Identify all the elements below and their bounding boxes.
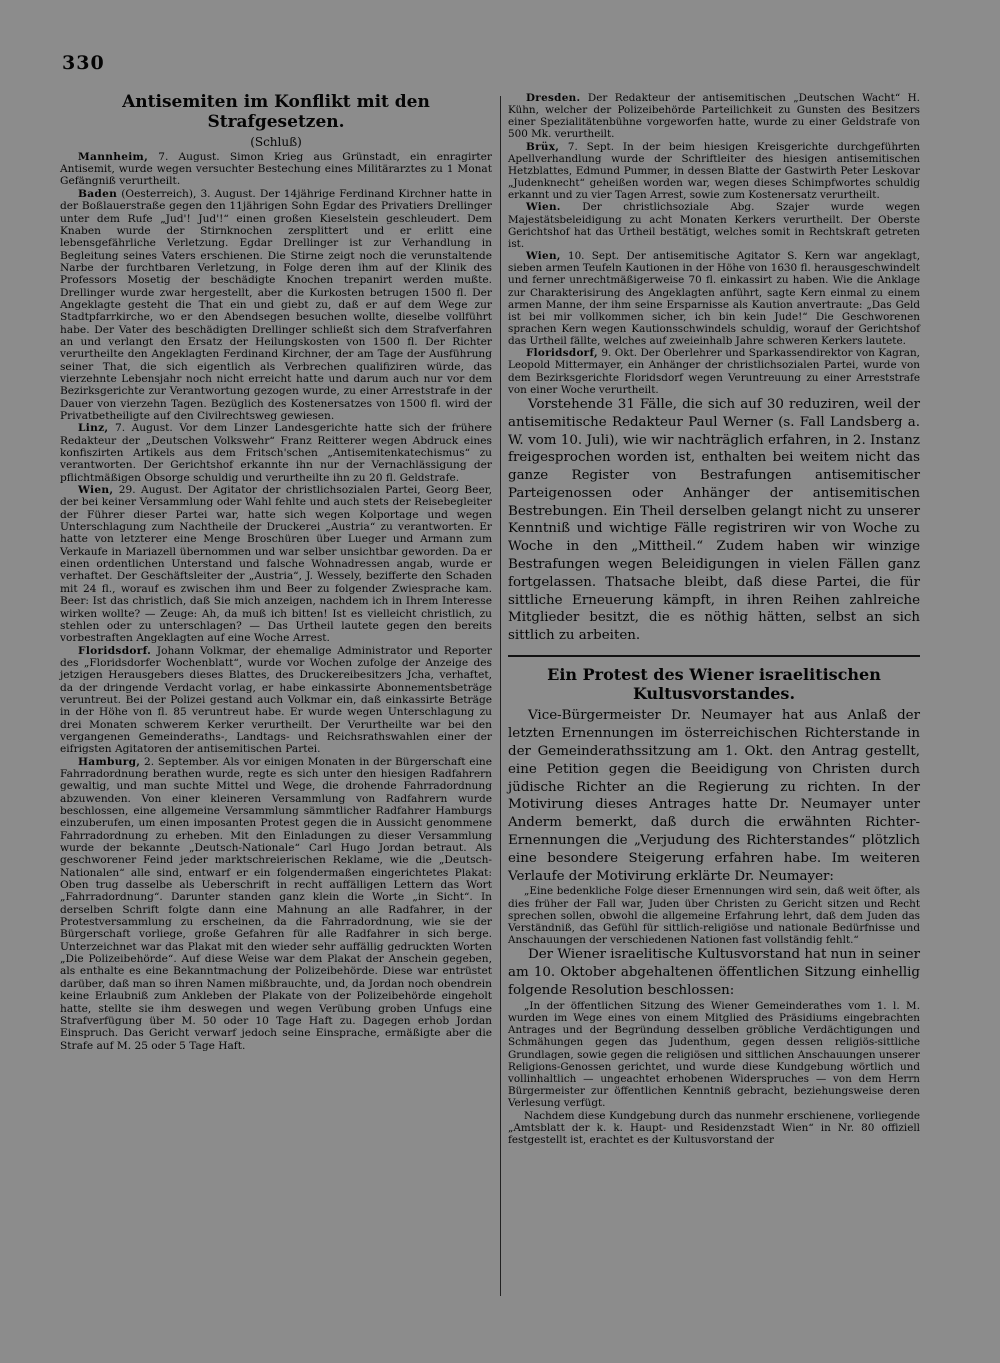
entry-place: Wien, [526,250,561,263]
article-subtitle: (Schluß) [250,134,302,149]
article-title: Antisemiten im Konflikt mit den Strafgesetzen. [122,92,430,133]
protest-quote-1: „Eine bedenkliche Folge dieser Ernennungen wird sein, daß weit öfter, als dies früher der Fall war, Juden über Christen zu Gericht sitzen und Recht sprechen sollen, obwohl die allgemeine Erfahrung lehrt, daß dem Juden das Verständniß, das Gefühl für sittlich-religiöse und nationale Bedürfnisse und Anschauungen der verschiedenen Nationen fast vollständig fehlt.“ [508,885,920,947]
section-title: Ein Protest des Wiener israelitischen Kultusvorstandes. [547,665,881,704]
news-entry [60,422,492,484]
right-column [508,92,920,1146]
entry-place: Brüx, [526,140,560,153]
right-entries [508,92,920,396]
protest-paragraph-1: Vice-Bürgermeister Dr. Neumayer hat aus Anlaß der letzten Ernennungen im österreichischen Richterstande in der Gemeinderathssitzung am 1. Okt. den Antrag gestellt, eine Petition gegen die Beeidigung von Christen durch jüdische Richter an die Regierung zu richten. In der Motivirung dieses Antrages hatte Dr. Neumayer unter Anderm bemerkt, daß durch die erwähnten Richter-Ernennungen die „Verjudung des Richterstandes“ plötzlich eine besondere Steigerung erfahren habe. Im weiteren Verlaufe der Motivirung erklärte Dr. Neumayer: [508,708,920,884]
summary-paragraph: Vorstehende 31 Fälle, die sich auf 30 reduziren, weil der antisemitische Redakteur Paul Werner (s. Fall Landsberg a. W. vom 10. Juli), wie wir nachträglich erfahren, in 2. Instanz freigesprochen worden ist, enthalten bei weitem nicht das ganze Register von Bestrafungen antisemitischer Parteigenossen oder Anhänger der antisemitischen Bestrebungen. Ein Theil derselben gelangt nicht zu unserer Kenntniß und wichtige Fälle registriren wir von Woche zu Woche in den „Mittheil.“ Zudem haben wir winzige Bestrafungen wegen Beleidigungen in vielen Fällen ganz fortgelassen. Thatsache bleibt, daß diese Partei, die für sittliche Erneuerung kämpft, in ihren Reihen zahlreiche Mitglieder besitzt, die es nöthig hätten, selbst an sich sittlich zu arbeiten. [508,396,920,644]
entry-text: (Oesterreich), 3. August. Der 14jährige Ferdinand Kirchner hatte in der Boßlauerstraße gegen den 11jährigen Sohn Egdar des Privatiers Drellinger unter dem Rufe „Jud'! Jud'!“ einen großen Kieselstein geschleudert. Dem Knaben wurde der Stirnknochen zersplittert und er erlitt eine lebensgefährliche Verletzung. Egdar Drellinger ist zur Verhandlung in Begleitung seines Vaters erschienen. Die Stirne zeigt noch die verunstaltende Narbe der furchtbaren Verletzung, in Folge deren ihm auf der Klinik des Professors Mosetig der beschädigte Knochen trepanirt werden mußte. Drellinger wurde zwar hergestellt, aber die Kurkosten betrugen 1500 fl. Der Angeklagte gesteht die That ein und giebt zu, daß er auf dem Wege zur Stadtpfarrkirche, wo er den Abendsegen besuchen wollte, dieselbe vollführt habe. Der Vater des beschädigten Drellinger schließt sich dem Strafverfahren an und verlangt den Ersatz der Heilungskosten von 1500 fl. Der Richter verurtheilte den Angeklagten Ferdinand Kirchner, der am Tage der Ausführung seiner That, die sich eigentlich als Verbrechen qualifiziren würde, das vierzehnte Lebensjahr noch nicht erreicht hatte und darum auch nur vor dem Bezirksgerichte zur Verantwortung gezogen wurde, zu einer Arreststrafe in der Dauer von vierzehn Tagen. Bezüglich des Kostenersatzes von 1500 fl. wird der Privatbetheiligte auf den Civilrechtsweg gewiesen. [60,187,492,422]
entry-text: 7. August. Vor dem Linzer Landesgerichte hatte sich der frühere Redakteur der „Deutschen Volkswehr“ Franz Reitterer wegen Abdruck eines konfiszirten Artikels aus dem Fritsch'schen „Antisemitenkatechismus“ zu verantworten. Der Gerichtshof erkannte ihn nur der Vernachlässigung der pflichtmäßigen Obsorge schuldig und verurtheilte ihn zu 20 fl. Geldstrafe. [60,422,492,484]
left-column [60,92,492,1052]
news-entry [60,151,492,188]
news-entry [60,756,492,1052]
news-entry [508,201,920,250]
entry-place: Dresden. [526,92,581,104]
entry-place: Baden [78,187,118,200]
entry-place: Floridsdorf. [78,644,152,657]
entry-place: Linz, [78,422,109,435]
entry-text: 29. August. Der Agitator der christlichsozialen Partei, Georg Beer, der bei keiner Versammlung oder Wahl fehlte und auch stets der Reisebegleiter der Führer dieser Partei war, hatte sich wegen Kolportage und wegen Unterschlagung zum Nachtheile der Druckerei „Austria“ zu verantworten. Er hatte von letzterer eine Menge Broschüren über Lueger und Armann zum Verkaufe in Mariazell übernommen und war selber unsichtbar geworden. Da er einen ordentlichen Unterstand und falsche Wohnadressen angab, wurde er verhaftet. Der Geschäftsleiter der „Austria“, J. Wessely, bezifferte den Schaden mit 24 fl., worauf es zwischen ihm und Beer zu folgender Zwiesprache kam. Beer: Ist das christlich, daß Sie mich anzeigen, nachdem ich in Ihrem Interesse wirken wollte? — Zeuge: Ah, da muß ich bitten! Ist es vielleicht christlich, zu stehlen oder zu unterschlagen? — Das Urtheil lautete gegen den bereits vorbestraften Angeklagten auf eine Woche Arrest. [60,484,492,645]
entry-place: Wien. [526,201,561,214]
news-entry [508,92,920,141]
entry-text: 9. Okt. Der Oberlehrer und Sparkassendirektor von Kagran, Leopold Mittermayer, ein Anhänger der christlichsozialen Partei, wurde von dem Bezirksgerichte Floridsdorf wegen Veruntreuung zu einer Arreststrafe von einer Woche verurtheilt. [508,347,920,396]
section-rule [508,655,920,657]
protest-paragraph-3: Nachdem diese Kundgebung durch das nunmehr erschienene, vorliegende „Amtsblatt der k. k. Haupt- und Residenzstadt Wien“ in Nr. 80 offiziell festgestellt ist, erachtet es der Kultusvorstand der [508,1109,920,1147]
entry-text: Johann Volkmar, der ehemalige Administrator und Reporter des „Floridsdorfer Wochenblatt“, wurde vor Wochen zufolge der Anzeige des jetzigen Herausgebers dieses Blattes, des Druckereibesitzers Jcha, verhaftet, da der dringende Verdacht vorlag, er habe einkassirte Abonnementsbeträge veruntreut. Bei der Polizei gestand auch Volkmar ein, daß einkassirte Beträge in der Höhe von fl. 85 veruntreut habe. Er wurde wegen Unterschlagung zu drei Monaten schwerem Kerker verurtheilt. Der Verurtheilte war bei den vergangenen Gemeinderaths-, Landtags- und Reichsrathswahlen einer der eifrigsten Agitatoren der antisemitischen Partei. [60,644,492,756]
column-divider [500,96,501,1296]
entry-place: Wien, [78,484,114,497]
entry-text: 7. Sept. In der beim hiesigen Kreisgerichte durchgeführten Apellverhandlung wurde der Schriftleiter des hiesigen antisemitischen Hetzblattes, Edmund Pummer, in dessen Blatte der Gastwirth Peter Leskovar „Judenknecht“ geheißen worden war, wegen dieses Schimpfwortes schuldig erkannt und zu vier Tagen Arrest, sowie zum Kostenersatz verurtheilt. [508,140,920,202]
entry-text: 10. Sept. Der antisemitische Agitator S. Kern war angeklagt, sieben armen Teufeln Kautionen in der Höhe von 1630 fl. herausgeschwindelt und ferner unrechtmäßigerweise 70 fl. einkassirt zu haben. Wie die Anklage zur Charakterisirung des Angeklagten anführt, sagte Kern einmal zu einem armen Manne, der ihm seine Ersparnisse als Kaution anvertraute: „Das Geld ist bei mir vollkommen sicher, ich bin kein Jude!“ Die Geschworenen sprachen Kern wegen Kautionsschwindels schuldig, worauf der Gerichtshof das Urtheil fällte, welches auf zweieinhalb Jahre schweren Kerkers lautete. [508,250,920,348]
news-entry [60,645,492,756]
protest-paragraph-2: Der Wiener israelitische Kultusvorstand hat nun in seiner am 10. Oktober abgehaltenen öffentlichen Sitzung einhellig folgende Resolution beschlossen: [508,947,920,999]
news-entry [60,188,492,423]
page-number: 330 [62,52,105,74]
entry-text: Der christlichsoziale Abg. Szajer wurde wegen Majestätsbeleidigung zu acht Monaten Kerkers verurtheilt. Der Oberste Gerichtshof hat das Urtheil bestätigt, welches somit in Rechtskraft getreten ist. [508,201,920,250]
left-entries [60,151,492,1052]
protest-quote-2: „In der öffentlichen Sitzung des Wiener Gemeinderathes vom 1. l. M. wurden im Wege eines von einem Mitglied des Präsidiums eingebrachten Antrages und der Begründung desselben gröbliche Verdächtigungen und Schmähungen gegen das Judenthum, gegen dessen religiös-sittliche Grundlagen, sowie gegen die religiösen und sittlichen Anschauungen unserer Religions-Genossen gerichtet, und wurde diese Kundgebung wörtlich und vollinhaltlich — ungeachtet erhobenen Widerspruches — von dem Herrn Bürgermeister zur öffentlichen Kenntniß gebracht, beziehungsweise deren Verlesung verfügt. [508,999,920,1110]
news-entry [508,250,920,347]
entry-place: Mannheim, [78,150,149,163]
entry-place: Floridsdorf, [526,347,598,360]
entry-text: 2. September. Als vor einigen Monaten in der Bürgerschaft eine Fahrradordnung berathen wurde, regte es sich unter den hiesigen Radfahrern gewaltig, und man suchte Mittel und Wege, die drohende Fahrradordnung abzuwenden. Von einer kleineren Versammlung von Radfahrern wurde beschlossen, eine allgemeine Versammlung sämmtlicher Radfahrer Hamburgs einzuberufen, um einen imposanten Protest gegen die in Aussicht genommene Fahrradordnung zu erheben. Mit den Einladungen zu dieser Versammlung wurde der bekannte „Deutsch-Nationale“ Carl Hugo Jordan betraut. Als geschworener Feind jeder marktschreierischen Reklame, wie die „Deutsch-Nationalen“ alle sind, entwarf er ein folgendermaßen eingerichtetes Plakat: Oben trug dasselbe als Ueberschrift in recht auffälligen Lettern das Wort „Fahrradordnung“. Darunter standen ganz klein die Worte „in Sicht“. In derselben Schrift folgte dann eine Mahnung an alle Radfahrer, in der Protestversammlung zu erscheinen, da die Fahrradordnung, wie sie der Bürgerschaft vorliege, große Gefahren für alle Radfahrer in sich berge. Unterzeichnet war das Plakat mit den wieder sehr auffällig gedruckten Worten „Die Polizeibehörde“. Auf diese Weise war dem Plakat der Anschein gegeben, als enthalte es eine Bekanntmachung der Polizeibehörde. Diese war entrüstet darüber, daß man so ihren Namen mißbrauchte, und, da Jordan noch obendrein keine Erlaubniß zum Ankleben der Plakate von der Polizeibehörde eingeholt hatte, stellte sie ihm deswegen und wegen Verübung groben Unfugs eine Strafverfügung über M. 50 oder 10 Tage Haft zu. Dagegen erhob Jordan Einspruch. Das Gericht verwarf jedoch seine Einsprache, ermäßigte aber die Strafe auf M. 25 oder 5 Tage Haft. [60,755,492,1052]
news-entry [508,141,920,202]
news-entry [508,347,920,396]
news-entry [60,484,492,644]
entry-text: Der Redakteur der antisemitischen „Deutschen Wacht“ H. Kühn, welcher der Polizeibehörde Parteilichkeit zu Gunsten des Besitzers einer Spezialitätenbühne vorgeworfen hatte, wurde zu einer Geldstrafe von 500 Mk. verurtheilt. [508,92,920,141]
entry-text: 7. August. Simon Krieg aus Grünstadt, ein enragirter Antisemit, wurde wegen versuchter Bestechung eines Militärarztes zu 1 Monat Gefängniß verurtheilt. [60,150,492,188]
entry-place: Hamburg, [78,755,141,768]
